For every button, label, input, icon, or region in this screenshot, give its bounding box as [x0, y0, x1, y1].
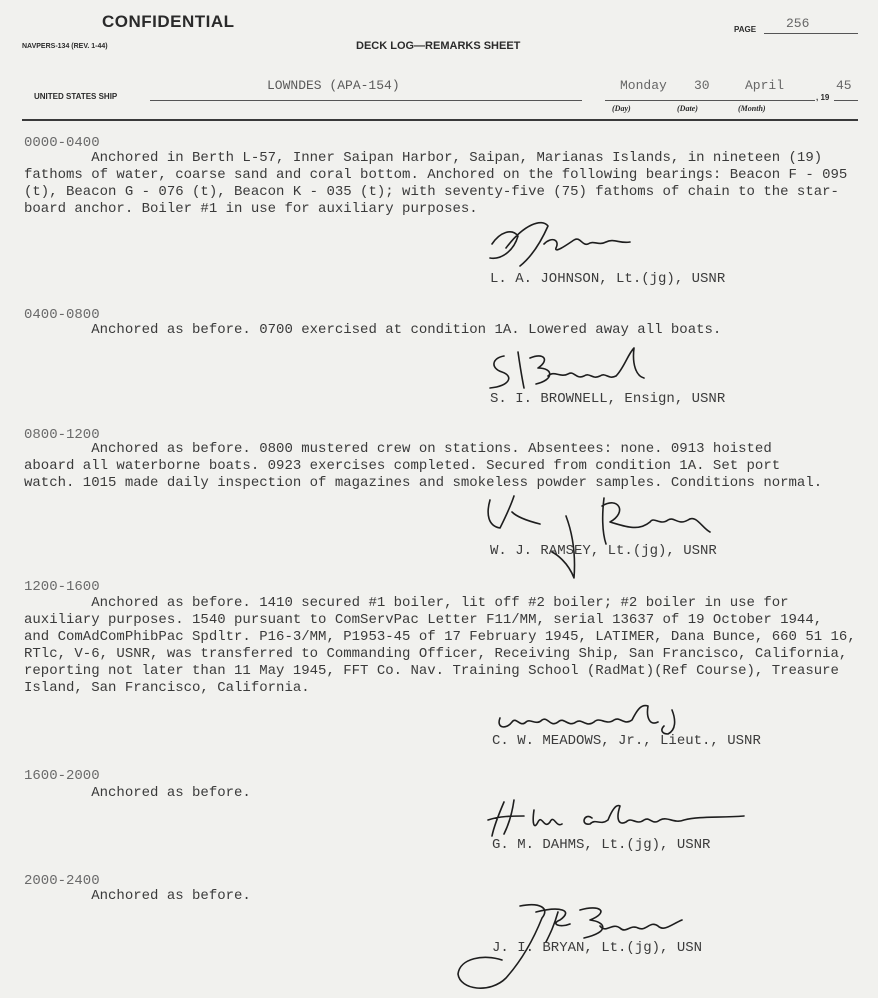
watch-remarks: Anchored as before. 0700 exercised at condition 1A. Lowered away all boats. — [24, 322, 722, 338]
header-rule — [22, 119, 858, 121]
signature-johnson — [484, 214, 634, 274]
watch-remarks: Anchored as before. 0800 mustered crew on stations. Absentees: none. 0913 hoisted aboard all waterborne boats. 0923 exercises completed. Secured from condition 1A. Set port watch. 1015 made daily inspection of magazines and smokeless powder samples. Conditions normal. — [24, 441, 823, 491]
watch-time: 0400-0800 — [24, 307, 100, 323]
caption-month: (Month) — [738, 104, 766, 113]
caption-date: (Date) — [677, 104, 698, 113]
signer-name: L. A. JOHNSON, Lt.(jg), USNR — [490, 271, 726, 287]
page-number-line — [764, 33, 858, 34]
year-prefix: , 19 — [816, 93, 830, 102]
ship-name-line — [150, 100, 582, 101]
watch-time: 1200-1600 — [24, 579, 100, 595]
year-line — [834, 100, 858, 101]
date-month: April — [745, 78, 785, 93]
date-date: 30 — [694, 78, 710, 93]
form-code: NAVPERS-134 (REV. 1-44) — [22, 43, 108, 50]
watch-time: 2000-2400 — [24, 873, 100, 889]
signer-name: S. I. BROWNELL, Ensign, USNR — [490, 391, 726, 407]
confidential-heading: CONFIDENTIAL — [102, 12, 235, 31]
signature-meadows — [490, 700, 710, 736]
date-line — [605, 100, 815, 101]
signer-name: G. M. DAHMS, Lt.(jg), USNR — [492, 837, 711, 853]
signature-brownell — [484, 344, 664, 394]
watch-time: 0000-0400 — [24, 135, 100, 151]
ship-name: LOWNDES (APA-154) — [267, 78, 400, 93]
signer-name: C. W. MEADOWS, Jr., Lieut., USNR — [492, 733, 761, 749]
watch-remarks: Anchored as before. — [24, 785, 251, 801]
watch-remarks: Anchored in Berth L-57, Inner Saipan Harbor, Saipan, Marianas Islands, in nineteen (19) fathoms of water, coarse sand and coral bottom. Anchored on the following bearings: Beacon F - 095 (t), Beacon G - 076 (t), Beacon K - 035 (t); with seventy-five (75) fathoms of chain to the star- board anchor. Boiler #1 in use for auxiliary purposes. — [24, 150, 848, 217]
caption-day: (Day) — [612, 104, 631, 113]
watch-remarks: Anchored as before. — [24, 888, 251, 904]
date-year: 45 — [836, 78, 852, 93]
watch-time: 1600-2000 — [24, 768, 100, 784]
watch-time: 0800-1200 — [24, 427, 100, 443]
sheet-title: DECK LOG—REMARKS SHEET — [356, 40, 521, 52]
signer-name: J. I. BRYAN, Lt.(jg), USN — [492, 940, 703, 956]
ship-label: UNITED STATES SHIP — [34, 92, 118, 101]
signature-ramsey — [478, 492, 718, 582]
signer-name: W. J. RAMSEY, Lt.(jg), USNR — [490, 543, 717, 559]
signature-dahms — [484, 796, 754, 840]
page-number: 256 — [786, 16, 810, 31]
date-day: Monday — [620, 78, 667, 93]
watch-remarks: Anchored as before. 1410 secured #1 boiler, lit off #2 boiler; #2 boiler in use for auxiliary purposes. 1540 pursuant to ComServPac Letter F11/MM, serial 13637 of 19 October 1944, and ComAdComPhibPac Spdltr. P16-3/MM, P1953-45 of 17 February 1945, LATIMER, Dana Bunce, 660 51 16, RTlc, V-6, USNR, was transferred to Commanding Officer, Receiving Ship, San Francisco, California, reporting not later than 11 May 1945, FFT Co. Nav. Training School (RadMat)(Ref Course), Treasure Island, San Francisco, California. — [24, 595, 856, 696]
page-label: PAGE — [734, 25, 757, 34]
